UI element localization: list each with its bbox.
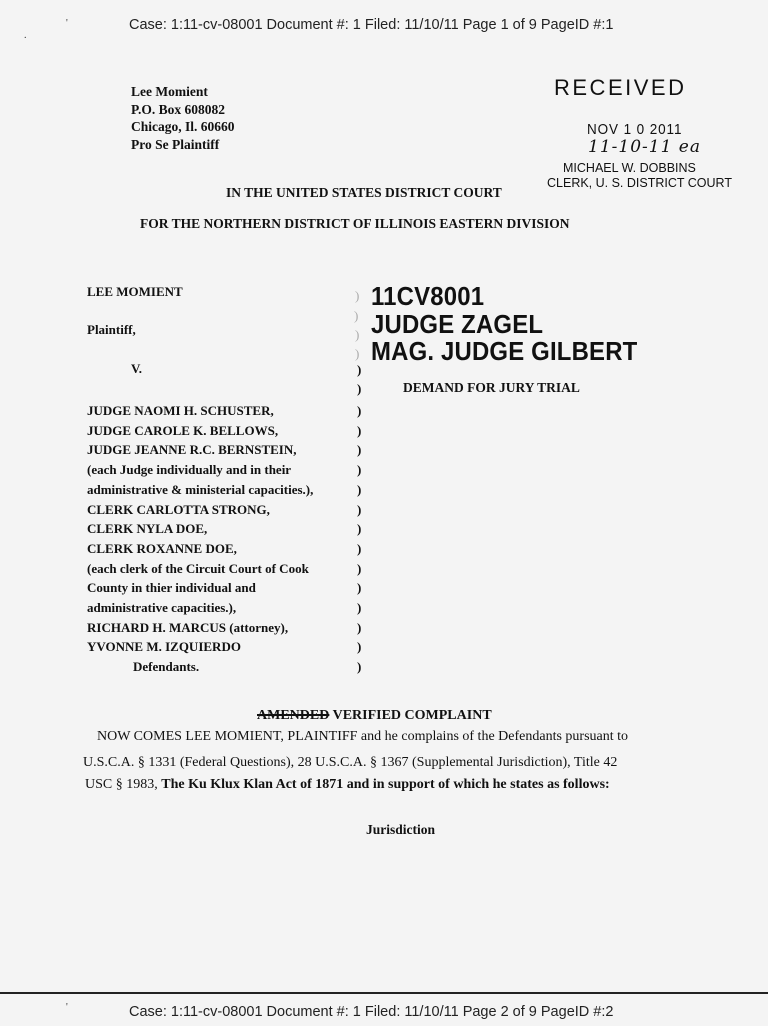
defendants-role: Defendants. [133, 659, 200, 674]
court-heading-line-1: IN THE UNITED STATES DISTRICT COURT [226, 185, 502, 200]
defendants-list [87, 401, 313, 657]
assigned-judge: JUDGE ZAGEL [371, 309, 544, 339]
caption-paren: ) [355, 288, 360, 303]
case-number: 11CV8001 [371, 281, 485, 311]
caption-paren: ) [357, 381, 362, 396]
complaint-title [257, 708, 492, 724]
defendant-line: County in thier individual and [87, 580, 256, 596]
defendant-line: administrative & ministerial capacities.), [87, 481, 314, 497]
plaintiff-name: LEE MOMIENT [87, 284, 183, 299]
scan-speck: . [24, 30, 27, 41]
caption-paren: ) [357, 521, 362, 537]
caption-paren: ) [357, 560, 362, 576]
caption-paren: ) [357, 540, 362, 556]
received-label: RECEIVED [554, 75, 687, 100]
body-line-2: U.S.C.A. § 1331 (Federal Questions), 28 U.S.C.A. § 1367 (Supplemental Jurisdiction), Title 42 [83, 755, 618, 770]
defendant-line: JUDGE NAOMI H. SCHUSTER, [87, 403, 274, 418]
stamp-date: NOV 1 0 2011 [587, 121, 683, 138]
scan-speck: ' [66, 1002, 68, 1013]
caption-paren: ) [357, 442, 362, 458]
document-page-2 [0, 992, 768, 1026]
complaint-title-text: VERIFIED COMPLAINT [329, 708, 492, 723]
address-city: Chicago, Il. 60660 [131, 119, 235, 134]
handwritten-date: 11-10-11 ea [588, 137, 701, 157]
caption-paren: ) [355, 327, 360, 342]
address-role: Pro Se Plaintiff [131, 136, 220, 152]
body-line-3-bold: The Ku Klux Klan Act of 1871 and in support of which he states as follows: [161, 777, 610, 792]
plaintiff-address-block [131, 83, 235, 153]
magistrate-judge: MAG. JUDGE GILBERT [371, 336, 638, 366]
caption-paren-column [357, 401, 361, 677]
caption-paren: ) [357, 619, 362, 635]
defendant-line: JUDGE JEANNE R.C. BERNSTEIN, [87, 442, 297, 458]
case-header: Case: 1:11-cv-08001 Document #: 1 Filed: 11/10/11 Page 1 of 9 PageID #:1 [129, 17, 614, 33]
defendant-line: YVONNE M. IZQUIERDO [87, 639, 241, 655]
defendant-line: (each clerk of the Circuit Court of Cook [87, 560, 309, 576]
caption-paren: ) [357, 659, 362, 675]
caption-paren: ) [357, 481, 362, 497]
defendant-line: (each Judge individually and in their [87, 462, 292, 478]
caption-paren: ) [357, 639, 362, 655]
caption-paren: ) [357, 580, 362, 596]
versus: V. [131, 361, 142, 376]
caption-paren: ) [357, 422, 362, 438]
scan-speck: ' [66, 18, 68, 29]
caption-paren: ) [357, 600, 362, 616]
address-name: Lee Momient [131, 84, 208, 99]
plaintiff-role: Plaintiff, [87, 322, 136, 337]
caption-paren: ) [354, 308, 359, 323]
defendant-line: CLERK CARLOTTA STRONG, [87, 501, 270, 517]
caption-paren: ) [355, 346, 360, 361]
case-header: Case: 1:11-cv-08001 Document #: 1 Filed: 11/10/11 Page 2 of 9 PageID #:2 [129, 1004, 614, 1020]
clerk-title: CLERK, U. S. DISTRICT COURT [547, 176, 732, 190]
address-po-box: P.O. Box 608082 [131, 101, 226, 117]
clerk-name: MICHAEL W. DOBBINS [563, 161, 696, 175]
body-line-3 [85, 775, 610, 795]
caption-paren: ) [357, 462, 362, 478]
court-heading-line-2: FOR THE NORTHERN DISTRICT OF ILLINOIS EASTERN DIVISION [140, 216, 570, 231]
caption-paren: ) [357, 403, 362, 418]
struck-word: AMENDED [257, 708, 330, 723]
caption-paren: ) [357, 362, 362, 377]
body-line-1: NOW COMES LEE MOMIENT, PLAINTIFF and he complains of the Defendants pursuant to [97, 729, 629, 744]
defendant-line: RICHARD H. MARCUS (attorney), [87, 619, 289, 635]
jury-demand: DEMAND FOR JURY TRIAL [403, 380, 580, 395]
caption-paren: ) [357, 501, 362, 517]
defendant-line: CLERK NYLA DOE, [87, 521, 208, 537]
defendant-line: CLERK ROXANNE DOE, [87, 540, 237, 556]
section-heading: Jurisdiction [366, 822, 436, 837]
body-line-3-normal: USC § 1983, [85, 777, 162, 792]
defendant-line: administrative capacities.), [87, 600, 237, 616]
defendant-line: JUDGE CAROLE K. BELLOWS, [87, 422, 279, 438]
